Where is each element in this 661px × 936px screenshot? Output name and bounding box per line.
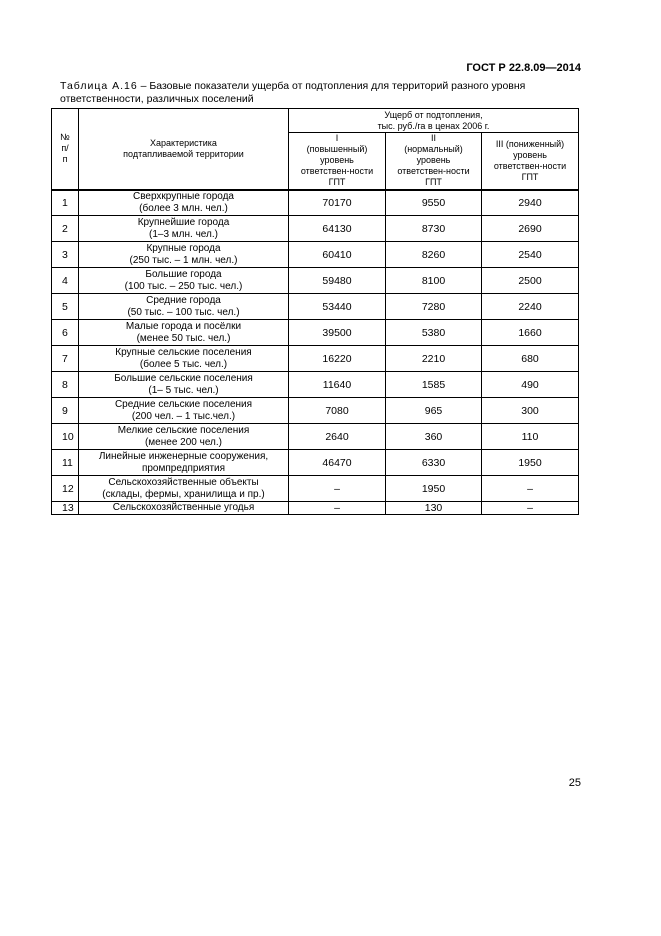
row-number: 8 xyxy=(52,372,79,398)
row-characteristic: Крупнейшие города (1–3 млн. чел.) xyxy=(79,216,289,242)
table-row xyxy=(52,372,579,398)
table-row xyxy=(52,346,579,372)
page-number: 25 xyxy=(568,777,581,789)
row-value-level-2: 5380 xyxy=(386,320,482,346)
row-characteristic: Малые города и посёлки (менее 50 тыс. чел.) xyxy=(79,320,289,346)
row-value-level-1: – xyxy=(289,476,386,502)
row-value-level-3: 2940 xyxy=(482,190,579,216)
row-number: 5 xyxy=(52,294,79,320)
table-row xyxy=(52,294,579,320)
row-value-level-3: 680 xyxy=(482,346,579,372)
table-row xyxy=(52,502,579,515)
row-value-level-1: 60410 xyxy=(289,242,386,268)
table-row xyxy=(52,242,579,268)
table-row xyxy=(52,476,579,502)
row-value-level-3: 2240 xyxy=(482,294,579,320)
row-characteristic: Большие города (100 тыс. – 250 тыс. чел.) xyxy=(79,268,289,294)
row-value-level-2: 360 xyxy=(386,424,482,450)
row-value-level-2: 7280 xyxy=(386,294,482,320)
row-value-level-3: – xyxy=(482,502,579,515)
row-value-level-3: 110 xyxy=(482,424,579,450)
row-value-level-2: 130 xyxy=(386,502,482,515)
header-level-3: III (пониженный) уровень ответствен-ности ГПТ xyxy=(482,133,579,190)
row-value-level-2: 965 xyxy=(386,398,482,424)
damage-table xyxy=(51,108,579,515)
row-number: 11 xyxy=(52,450,79,476)
table-row xyxy=(52,450,579,476)
row-value-level-2: 1950 xyxy=(386,476,482,502)
row-value-level-1: 16220 xyxy=(289,346,386,372)
row-value-level-2: 8100 xyxy=(386,268,482,294)
table-caption xyxy=(60,80,580,106)
table-row xyxy=(52,424,579,450)
row-value-level-3: 2500 xyxy=(482,268,579,294)
row-characteristic: Крупные города (250 тыс. – 1 млн. чел.) xyxy=(79,242,289,268)
row-characteristic: Крупные сельские поселения (более 5 тыс. чел.) xyxy=(79,346,289,372)
row-number: 2 xyxy=(52,216,79,242)
row-value-level-3: 2540 xyxy=(482,242,579,268)
row-value-level-2: 1585 xyxy=(386,372,482,398)
header-level-2: II (нормальный) уровень ответствен-ности ГПТ xyxy=(386,133,482,190)
row-value-level-3: 1660 xyxy=(482,320,579,346)
document-code: ГОСТ Р 22.8.09—2014 xyxy=(466,62,581,74)
row-characteristic: Сельскохозяйственные угодья xyxy=(79,502,289,515)
table-row xyxy=(52,190,579,216)
row-characteristic: Сверхкрупные города (более 3 млн. чел.) xyxy=(79,190,289,216)
row-value-level-1: 59480 xyxy=(289,268,386,294)
row-number: 7 xyxy=(52,346,79,372)
row-value-level-3: – xyxy=(482,476,579,502)
row-characteristic: Мелкие сельские поселения (менее 200 чел.) xyxy=(79,424,289,450)
row-value-level-2: 2210 xyxy=(386,346,482,372)
row-value-level-1: 46470 xyxy=(289,450,386,476)
row-value-level-1: 11640 xyxy=(289,372,386,398)
row-value-level-3: 300 xyxy=(482,398,579,424)
row-value-level-1: 7080 xyxy=(289,398,386,424)
row-value-level-1: 70170 xyxy=(289,190,386,216)
row-characteristic: Линейные инженерные сооружения, промпредприятия xyxy=(79,450,289,476)
row-number: 12 xyxy=(52,476,79,502)
row-value-level-1: 2640 xyxy=(289,424,386,450)
row-value-level-1: – xyxy=(289,502,386,515)
table-row xyxy=(52,268,579,294)
row-value-level-1: 64130 xyxy=(289,216,386,242)
row-value-level-2: 9550 xyxy=(386,190,482,216)
row-value-level-2: 8730 xyxy=(386,216,482,242)
row-value-level-3: 490 xyxy=(482,372,579,398)
row-value-level-2: 8260 xyxy=(386,242,482,268)
row-value-level-1: 39500 xyxy=(289,320,386,346)
row-value-level-3: 2690 xyxy=(482,216,579,242)
header-level-1: I (повышенный) уровень ответствен-ности ГПТ xyxy=(289,133,386,190)
row-number: 10 xyxy=(52,424,79,450)
table-row xyxy=(52,216,579,242)
table-caption-text: – Базовые показатели ущерба от подтопления для территорий разного уровня ответственности, различных поселений xyxy=(60,80,526,105)
table-row xyxy=(52,398,579,424)
header-num: № п/ п xyxy=(52,109,79,190)
row-characteristic: Средние сельские поселения (200 чел. – 1 тыс.чел.) xyxy=(79,398,289,424)
row-number: 9 xyxy=(52,398,79,424)
row-value-level-3: 1950 xyxy=(482,450,579,476)
header-damage: Ущерб от подтопления, тыс. руб./га в ценах 2006 г. xyxy=(289,109,579,133)
row-number: 13 xyxy=(52,502,79,515)
row-number: 6 xyxy=(52,320,79,346)
row-value-level-1: 53440 xyxy=(289,294,386,320)
table-row xyxy=(52,320,579,346)
row-value-level-2: 6330 xyxy=(386,450,482,476)
header-characteristic: Характеристика подтапливаемой территории xyxy=(79,109,289,190)
row-characteristic: Большие сельские поселения (1– 5 тыс. чел.) xyxy=(79,372,289,398)
row-characteristic: Сельскохозяйственные объекты (склады, фермы, хранилища и пр.) xyxy=(79,476,289,502)
row-characteristic: Средние города (50 тыс. – 100 тыс. чел.) xyxy=(79,294,289,320)
table-caption-label: Таблица А.16 xyxy=(60,80,138,92)
row-number: 4 xyxy=(52,268,79,294)
row-number: 3 xyxy=(52,242,79,268)
row-number: 1 xyxy=(52,190,79,216)
